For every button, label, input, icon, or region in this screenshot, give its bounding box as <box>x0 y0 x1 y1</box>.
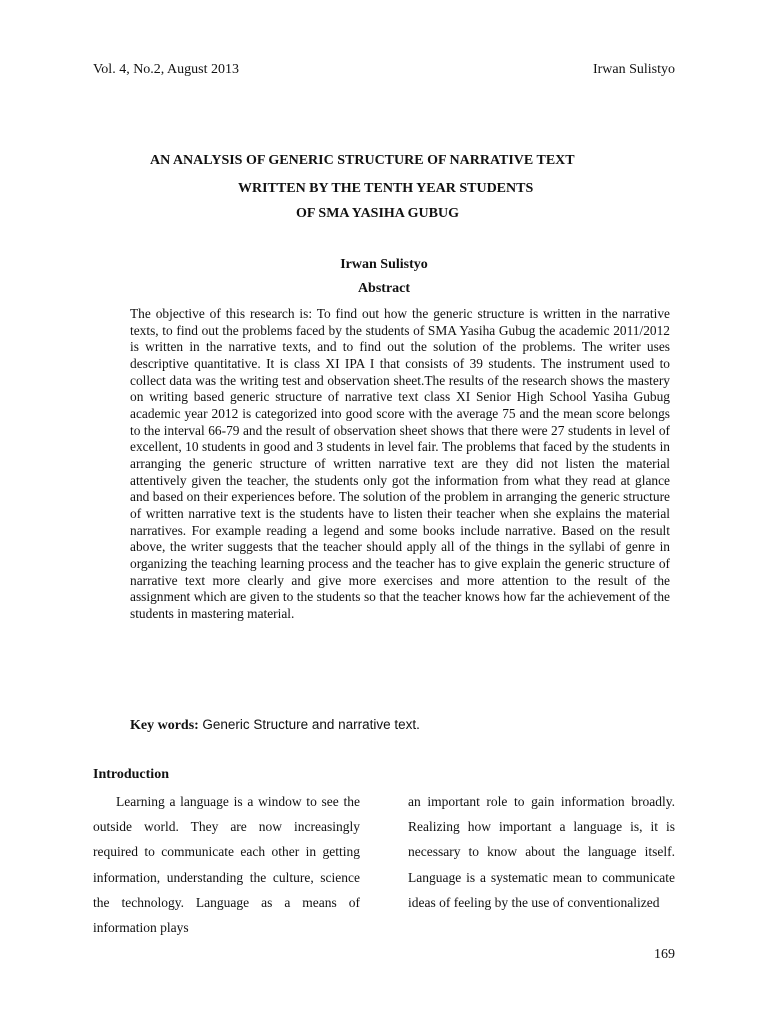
author-name: Irwan Sulistyo <box>340 257 428 272</box>
keywords-text: Generic Structure and narrative text. <box>202 717 420 732</box>
introduction-heading: Introduction <box>93 767 169 782</box>
title-line-3: OF SMA YASIHA GUBUG <box>296 206 459 221</box>
introduction-column-left: Learning a language is a window to see the outside world. They are now increasingly required to communicate each other in getting information, understanding the culture, science the technology. Language as a means of information plays <box>93 794 360 936</box>
introduction-column-right: an important role to gain information broadly. Realizing how important a language is, it is necessary to know about the language itself. Language is a systematic mean to communicate ideas of feeling by the use of conventionalized <box>408 794 675 910</box>
title-line-1: AN ANALYSIS OF GENERIC STRUCTURE OF NARRATIVE TEXT <box>150 153 575 168</box>
abstract-body: The objective of this research is: To find out how the generic structure is written in the narrative texts, to find out the problems faced by the students of SMA Yasiha Gubug the academic 2011/2012 is written in the narrative texts, and to find out the solution of the problems. The writer uses descriptive quantitative. It is class XI IPA I that consists of 39 students. The instrument used to collect data was the writing test and observation sheet.The results of the research shows the mastery on writing based generic structure of narrative text class XI Senior High School Yasiha Gubug academic year 2012 is categorized into good score with the average 75 and the mean score belongs to the interval 66-79 and the result of observation sheet shows that there were 27 students in level of excellent, 10 students in good and 3 students in level fair. The problems that faced by the students in arranging the generic structure of written narrative text are they did not listen the material attentively given the teacher, the students only got the information from what they read at glance and based on their experiences before. The solution of the problem in arranging the generic structure of written narrative text is the students have to listen their teacher when she explains the material narratives. For example reading a legend and some books include narrative. Based on the result above, the writer suggests that the teacher should apply all of the things in the syllabi of genre in organizing the teaching learning process and the teacher has to give explain the generic structure of narrative text more clearly and give more exercises and more attention to the result of the assignment which are given to the students so that the teacher knows how far the achievement of the students in mastering material. <box>130 306 670 621</box>
keywords-label: Key words: <box>130 718 199 733</box>
page-number: 169 <box>654 947 675 962</box>
running-author: Irwan Sulistyo <box>592 62 675 77</box>
keywords <box>130 716 420 735</box>
title-line-2: WRITTEN BY THE TENTH YEAR STUDENTS <box>238 181 534 196</box>
abstract-heading: Abstract <box>357 281 411 296</box>
journal-info: Vol. 4, No.2, August 2013 <box>93 62 239 77</box>
